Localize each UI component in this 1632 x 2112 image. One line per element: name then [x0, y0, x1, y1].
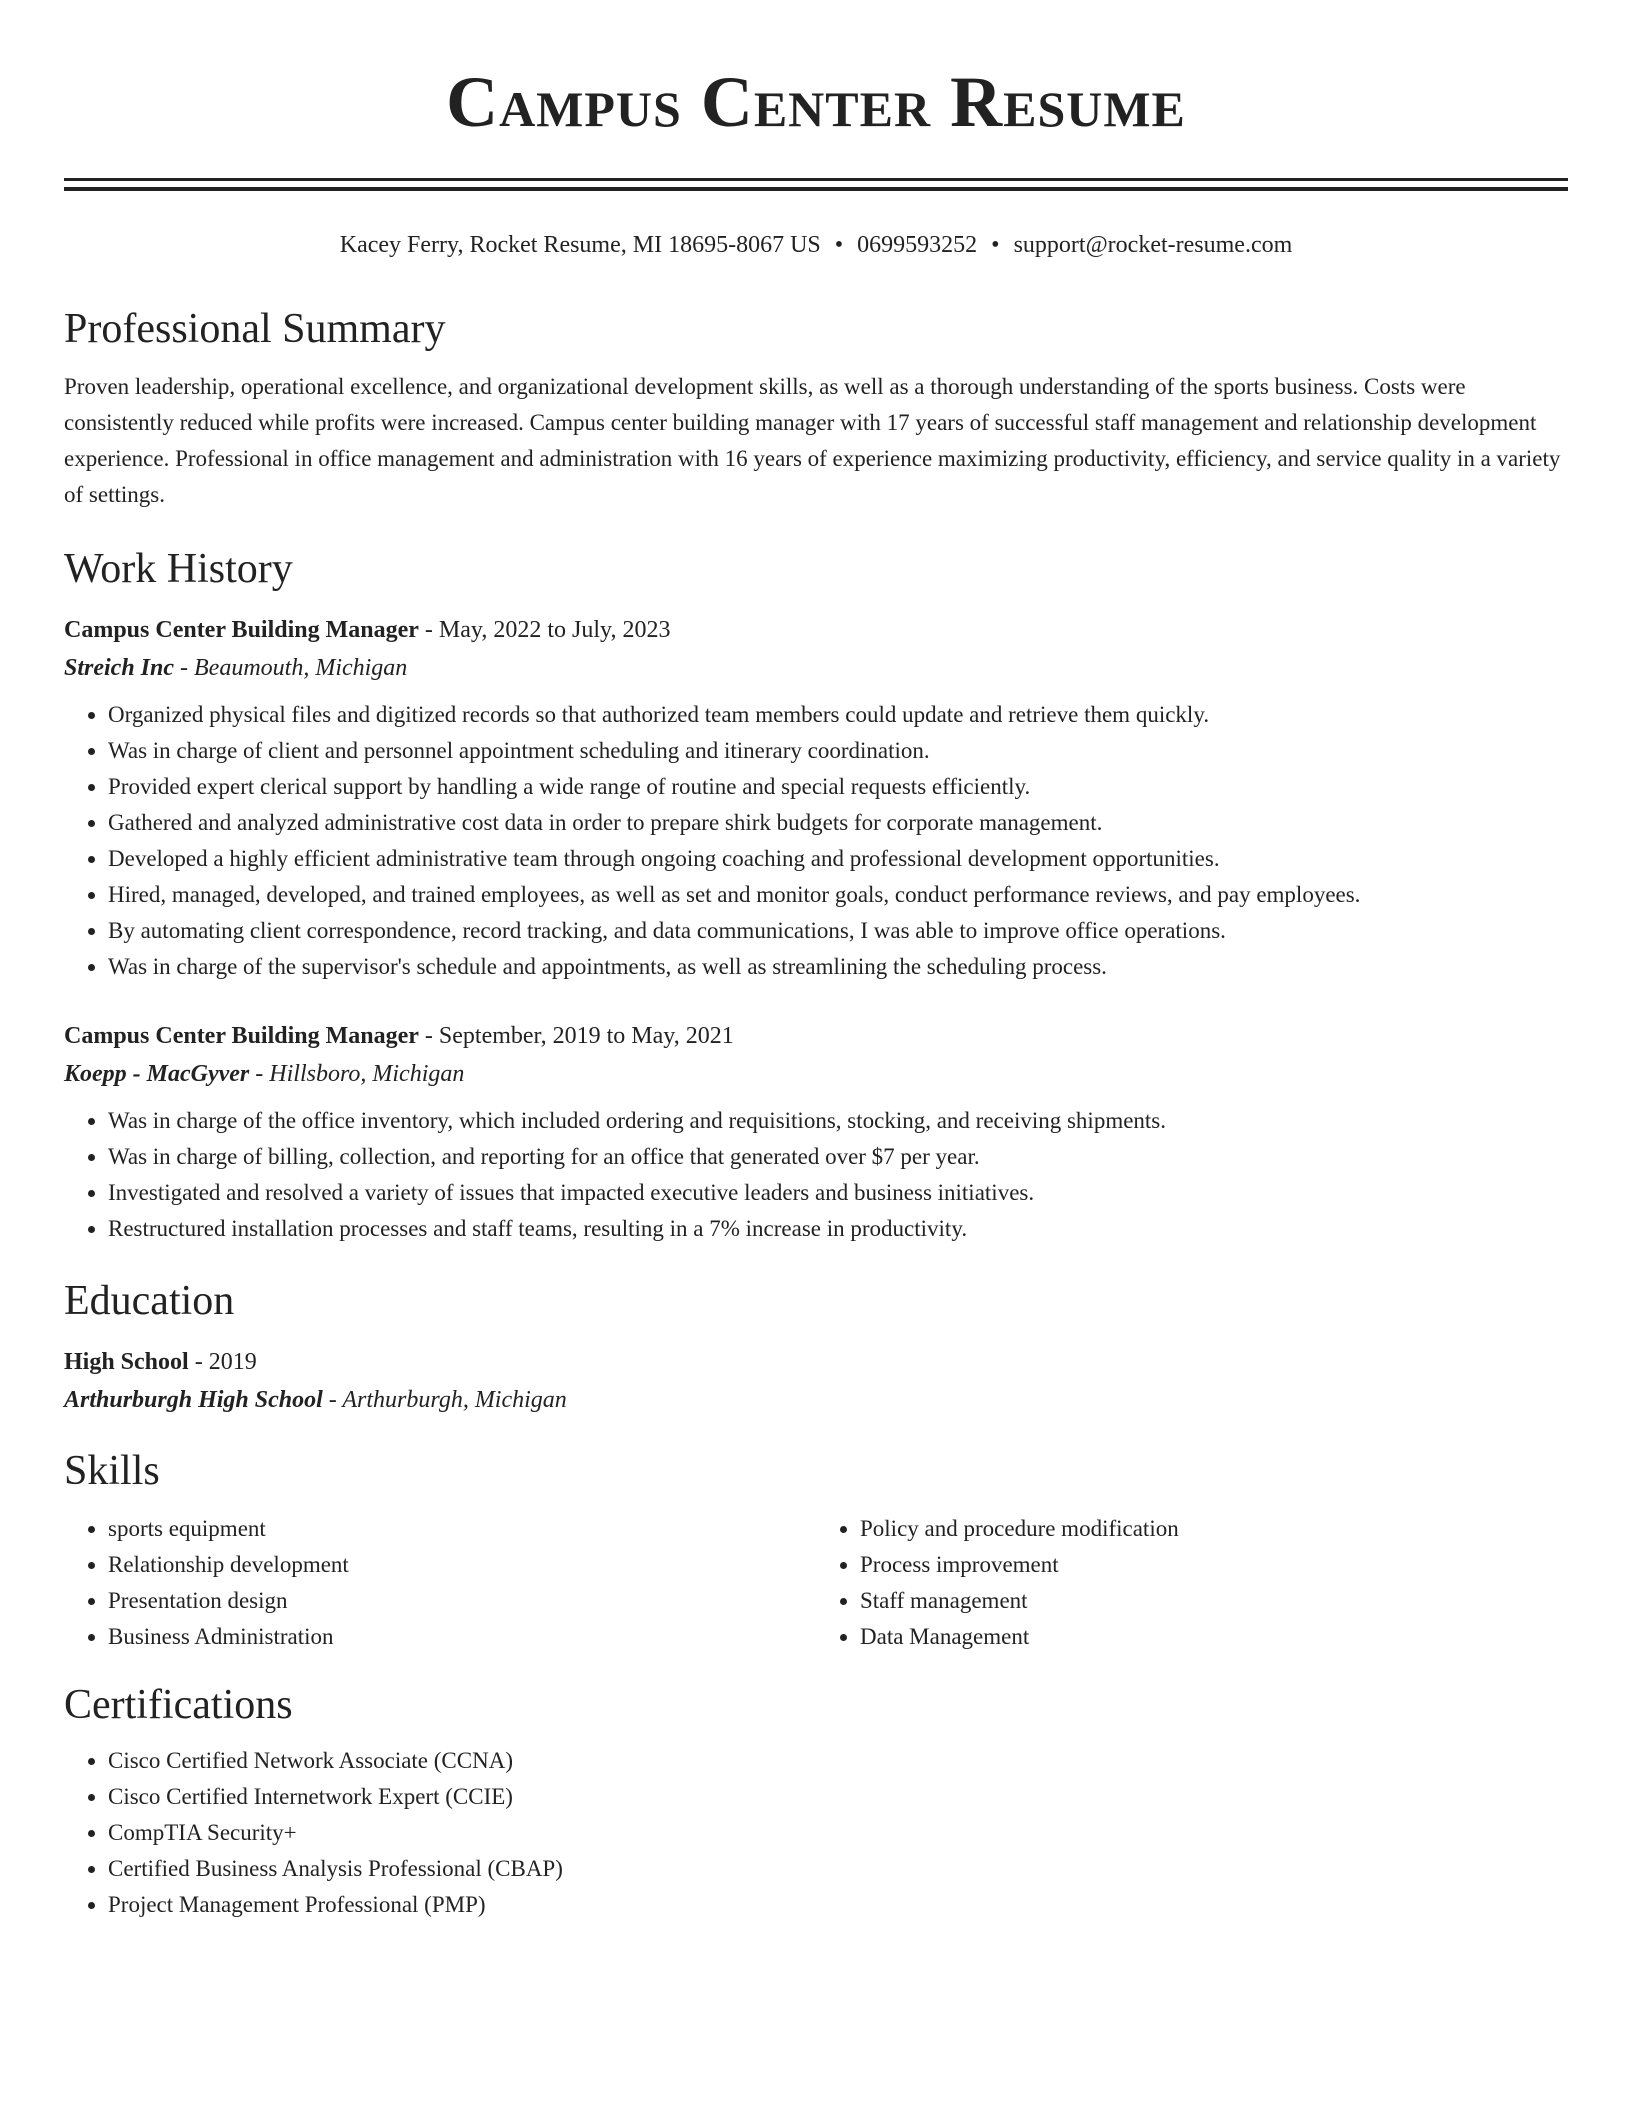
skill-item: • Policy and procedure modification — [860, 1511, 1568, 1547]
contact-separator: • — [991, 232, 1000, 258]
skill-item: • Presentation design — [108, 1583, 816, 1619]
contact-phone: 0699593252 — [857, 232, 978, 258]
contact-address: Kacey Ferry, Rocket Resume, MI 18695-8067 US — [339, 232, 821, 258]
title-divider-top — [64, 178, 1568, 181]
job-bullets — [64, 697, 1568, 985]
certifications-heading: Certifications — [64, 1682, 293, 1728]
skill-item: • Business Administration — [108, 1619, 816, 1655]
title-divider-bottom — [64, 187, 1568, 191]
job-company: Streich Inc — [64, 655, 175, 681]
job-bullets — [64, 1103, 1568, 1247]
certification-item: • Cisco Certified Internetwork Expert (CCIE) — [108, 1779, 1568, 1815]
job-bullet: • Gathered and analyzed administrative cost data in order to prepare shirk budgets for corporate management. — [108, 805, 1568, 841]
job-title-line — [64, 611, 1568, 649]
certification-item: • Certified Business Analysis Professional (CBAP) — [108, 1851, 1568, 1887]
education-school-line — [64, 1381, 1568, 1419]
education-heading: Education — [64, 1278, 235, 1324]
job-company-line — [64, 1055, 1568, 1093]
job-bullet: • By automating client correspondence, record tracking, and data communications, I was able to improve office operations. — [108, 913, 1568, 949]
job-bullet: • Was in charge of billing, collection, and reporting for an office that generated over $7 per year. — [108, 1139, 1568, 1175]
job-bullet: • Developed a highly efficient administrative team through ongoing coaching and professional development opportunities. — [108, 841, 1568, 877]
job-bullet: • Was in charge of client and personnel appointment scheduling and itinerary coordination. — [108, 733, 1568, 769]
skill-item: • Data Management — [860, 1619, 1568, 1655]
certification-item: • Project Management Professional (PMP) — [108, 1887, 1568, 1923]
job-location: - Beaumouth, Michigan — [174, 655, 408, 681]
job-bullet: • Investigated and resolved a variety of issues that impacted executive leaders and business initiatives. — [108, 1175, 1568, 1211]
skills-list-left — [64, 1511, 816, 1655]
education-entry — [64, 1343, 1568, 1419]
job-role: Campus Center Building Manager — [64, 617, 419, 643]
job-title-line — [64, 1017, 1568, 1055]
job-entry — [64, 611, 1568, 985]
contact-line — [64, 229, 1568, 261]
skills-list-right — [816, 1511, 1568, 1655]
education-year: - 2019 — [188, 1349, 257, 1375]
contact-email: support@rocket-resume.com — [1013, 232, 1293, 258]
job-company-line — [64, 649, 1568, 687]
job-location: - Hillsboro, Michigan — [249, 1061, 465, 1087]
job-dates: - May, 2022 to July, 2023 — [418, 617, 671, 643]
job-role: Campus Center Building Manager — [64, 1023, 419, 1049]
certification-item: • CompTIA Security+ — [108, 1815, 1568, 1851]
job-dates: - September, 2019 to May, 2021 — [418, 1023, 734, 1049]
job-bullet: • Restructured installation processes and staff teams, resulting in a 7% increase in productivity. — [108, 1211, 1568, 1247]
skill-item: • Staff management — [860, 1583, 1568, 1619]
resume-title: Campus Center Resume — [446, 62, 1186, 142]
skill-item: • Process improvement — [860, 1547, 1568, 1583]
certification-item: • Cisco Certified Network Associate (CCNA) — [108, 1743, 1568, 1779]
job-bullet: • Hired, managed, developed, and trained employees, as well as set and monitor goals, conduct performance reviews, and pay employees. — [108, 877, 1568, 913]
job-bullet: • Organized physical files and digitized records so that authorized team members could update and retrieve them quickly. — [108, 697, 1568, 733]
skills-heading: Skills — [64, 1448, 160, 1494]
education-degree-line — [64, 1343, 1568, 1381]
job-company: Koepp - MacGyver — [64, 1061, 250, 1087]
education-school: Arthurburgh High School — [64, 1387, 323, 1413]
skill-item: • Relationship development — [108, 1547, 816, 1583]
job-bullet: • Was in charge of the supervisor's schedule and appointments, as well as streamlining the scheduling process. — [108, 949, 1568, 985]
job-bullet: • Provided expert clerical support by handling a wide range of routine and special requests efficiently. — [108, 769, 1568, 805]
education-location: - Arthurburgh, Michigan — [322, 1387, 567, 1413]
work-history-heading: Work History — [64, 546, 293, 592]
summary-heading: Professional Summary — [64, 306, 446, 352]
job-entry — [64, 1017, 1568, 1247]
education-degree: High School — [64, 1349, 189, 1375]
contact-separator: • — [834, 232, 844, 258]
job-bullet: • Was in charge of the office inventory, which included ordering and requisitions, stocking, and receiving shipments. — [108, 1103, 1568, 1139]
summary-text: Proven leadership, operational excellence, and organizational development skills, as well as a thorough understanding of the sports business. Costs were consistently reduced while profits were increased. Campus center building manager with 17 years of successful staff management and relationship development experience. Professional in office management and administration with 16 years of experience maximizing productivity, efficiency, and service quality in a variety of settings. — [64, 374, 1561, 507]
certifications-list — [64, 1743, 1568, 1923]
skills-columns — [64, 1511, 1568, 1655]
skill-item: • sports equipment — [108, 1511, 816, 1547]
